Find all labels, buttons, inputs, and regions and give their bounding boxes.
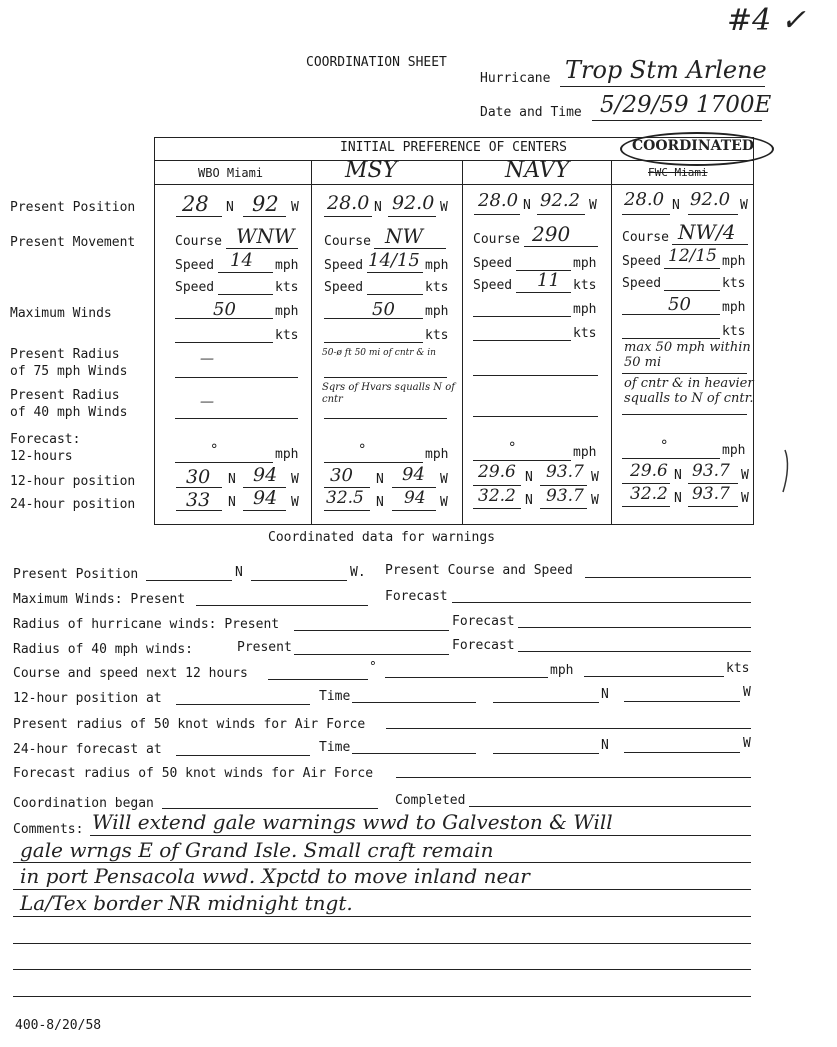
c3-pos-n: 28.0	[478, 190, 519, 211]
lower-present-position: Present Position	[13, 567, 139, 582]
table-header: INITIAL PREFERENCE OF CENTERS	[340, 140, 567, 155]
c4-p12-w-unit: W	[741, 468, 749, 483]
margin-mark	[775, 448, 795, 498]
c2-p12-w: 94	[402, 464, 425, 485]
c4-speed-mph: 12/15	[668, 246, 717, 266]
c2-n-unit: N	[374, 200, 382, 215]
c2-p12-n: 30	[330, 465, 353, 486]
c1-r40: —	[200, 394, 214, 410]
c3-p24-w: 93.7	[546, 486, 584, 506]
c4-p12-n-unit: N	[674, 468, 682, 483]
col-header-navy: NAVY	[505, 158, 570, 183]
comment-line-2: gale wrngs E of Grand Isle. Small craft remain	[20, 838, 494, 862]
c2-fc-mph-unit: mph	[425, 447, 449, 462]
label-present-movement: Present Movement	[10, 235, 136, 250]
c2-p24-w: 94	[404, 488, 426, 508]
form-title: COORDINATION SHEET	[306, 55, 447, 70]
c3-w-unit: W	[589, 198, 597, 213]
c4-max-mph: 50	[668, 294, 691, 315]
lower-mph: mph	[550, 663, 574, 678]
c4-p24-w: 93.7	[692, 484, 730, 504]
c3-pos-w: 92.2	[540, 190, 581, 211]
c4-w-unit: W	[740, 198, 748, 213]
c4-pos-w: 92.0	[690, 189, 731, 210]
c2-pos-n: 28.0	[327, 192, 370, 214]
c3-max-kts-unit: kts	[573, 326, 597, 341]
lower-max-winds-present: Maximum Winds: Present	[13, 592, 186, 607]
lower-radius50-af: Present radius of 50 knot winds for Air Force	[13, 717, 366, 732]
c4-p24-n-unit: N	[674, 491, 682, 506]
c2-p24-w-unit: W	[440, 495, 448, 510]
comment-line-4: La/Tex border NR midnight tngt.	[20, 891, 353, 915]
label-12-hour-position: 12-hour position	[10, 474, 136, 489]
c4-course-label: Course	[622, 230, 669, 245]
col-header-fwc: FWC Miami	[648, 166, 708, 179]
lower-radius-40-present: Present	[237, 640, 292, 655]
lower-pos12-n: N	[601, 687, 609, 702]
c2-r40: Sqrs of Hvars squalls N of cntr	[322, 382, 455, 405]
c3-max-mph-unit: mph	[573, 302, 597, 317]
label-radius75-a: Present Radius	[10, 347, 120, 362]
lower-pos12-w: W	[743, 685, 751, 700]
c4-p24-w-unit: W	[741, 491, 749, 506]
c3-speed-label-2: Speed	[473, 278, 513, 293]
c2-course-label: Course	[324, 234, 371, 249]
c4-p24-n: 32.2	[630, 484, 668, 504]
hurricane-value: Trop Stm Arlene	[565, 56, 767, 84]
c1-fc-mph-unit: mph	[275, 447, 299, 462]
datetime-value: 5/29/59 1700E	[600, 92, 772, 118]
c1-p24-w-unit: W	[291, 495, 299, 510]
c3-fc-mph-unit: mph	[573, 445, 597, 460]
c3-mph-unit: mph	[573, 256, 597, 271]
c3-p12-n-unit: N	[525, 470, 533, 485]
lower-radius-hurricane: Radius of hurricane winds: Present	[13, 617, 280, 632]
label-present-position: Present Position	[10, 200, 136, 215]
datetime-label: Date and Time	[480, 105, 582, 120]
comment-line-1: Will extend gale warnings wwd to Galveston & Will	[92, 810, 613, 834]
c1-p24-n: 33	[186, 489, 211, 511]
lower-present-course-speed: Present Course and Speed	[385, 563, 573, 578]
col-header-msy: MSY	[345, 158, 398, 183]
label-radius75-b: of 75 mph Winds	[10, 364, 128, 379]
c2-r75: 50-ø ft 50 mi of cntr & in	[322, 348, 436, 358]
lower-forecast24-time: Time	[319, 740, 351, 755]
c4-r75: max 50 mph within 50 mi	[624, 340, 751, 370]
c1-course: WNW	[236, 224, 295, 248]
c2-max-kts-unit: kts	[425, 328, 449, 343]
c1-p24-n-unit: N	[228, 495, 236, 510]
c3-deg: °	[508, 440, 517, 456]
lower-forecast24-n: N	[601, 738, 609, 753]
c4-kts-unit: kts	[722, 276, 746, 291]
c1-p12-n-unit: N	[228, 472, 236, 487]
lower-pos12-at: 12-hour position at	[13, 691, 162, 706]
lower-comments-label: Comments:	[13, 822, 84, 837]
c4-n-unit: N	[672, 198, 680, 213]
c4-pos-n: 28.0	[624, 189, 665, 210]
form-number: 400-8/20/58	[15, 1018, 102, 1033]
c2-p12-w-unit: W	[440, 472, 448, 487]
coordinated-stamp: COORDINATED	[632, 138, 754, 154]
lower-coordination-began: Coordination began	[13, 796, 154, 811]
c3-kts-unit: kts	[573, 278, 597, 293]
c1-pos-w: 92	[252, 192, 279, 216]
c4-speed-label: Speed	[622, 254, 662, 269]
lower-n: N	[235, 565, 243, 580]
lower-forecast24-w: W	[743, 736, 751, 751]
lower-radius-40: Radius of 40 mph winds:	[13, 642, 194, 657]
c1-mph-unit: mph	[275, 258, 299, 273]
lower-radius-40-forecast: Forecast	[452, 638, 515, 653]
c4-r40: of cntr & in heavier squalls to N of cntr.	[624, 376, 754, 406]
c3-speed-kts: 11	[537, 270, 560, 291]
c3-p24-w-unit: W	[591, 493, 599, 508]
c1-p24-w: 94	[253, 487, 278, 509]
c4-course: NW/4	[678, 220, 736, 244]
c1-speed-label: Speed	[175, 258, 215, 273]
label-radius40-a: Present Radius	[10, 388, 120, 403]
c2-deg: °	[358, 442, 367, 458]
lower-completed: Completed	[395, 793, 466, 808]
c1-n-unit: N	[226, 200, 234, 215]
c4-deg: °	[660, 438, 669, 454]
c2-w-unit: W	[440, 200, 448, 215]
c1-max-mph-unit: mph	[275, 304, 299, 319]
c1-deg: °	[210, 442, 219, 458]
c2-p24-n-unit: N	[376, 495, 384, 510]
label-radius40-b: of 40 mph Winds	[10, 405, 128, 420]
c1-r75: —	[200, 351, 214, 367]
c2-max-mph: 50	[372, 299, 395, 320]
c3-p12-w: 93.7	[546, 462, 584, 482]
lower-pos12-time: Time	[319, 689, 351, 704]
c1-w-unit: W	[291, 200, 299, 215]
c3-p12-w-unit: W	[591, 470, 599, 485]
c1-course-label: Course	[175, 234, 222, 249]
c1-speed-mph: 14	[230, 250, 253, 271]
c2-mph-unit: mph	[425, 258, 449, 273]
coordinated-caption: Coordinated data for warnings	[268, 530, 495, 545]
lower-deg: °	[369, 660, 377, 675]
lower-forecast24-at: 24-hour forecast at	[13, 742, 162, 757]
c3-course-label: Course	[473, 232, 520, 247]
c4-mph-unit: mph	[722, 254, 746, 269]
c1-max-mph: 50	[213, 299, 236, 320]
c2-pos-w: 92.0	[392, 192, 435, 214]
c3-course: 290	[532, 222, 571, 246]
c1-p12-w: 94	[253, 464, 278, 486]
c1-pos-n: 28	[182, 192, 209, 216]
c1-p12-w-unit: W	[291, 472, 299, 487]
c2-p24-n: 32.5	[326, 488, 364, 508]
c3-p24-n: 32.2	[478, 486, 516, 506]
label-maximum-winds: Maximum Winds	[10, 306, 112, 321]
page-mark: #4 ✓	[727, 3, 806, 38]
c4-p12-n: 29.6	[630, 461, 668, 481]
c2-speed-label-2: Speed	[324, 280, 364, 295]
lower-max-winds-forecast: Forecast	[385, 589, 448, 604]
c2-course: NW	[385, 224, 424, 248]
col-header-wbo: WBO Miami	[198, 166, 264, 180]
c4-speed-label-2: Speed	[622, 276, 662, 291]
label-12-hours: 12-hours	[10, 449, 73, 464]
c1-max-kts-unit: kts	[275, 328, 299, 343]
c4-max-mph-unit: mph	[722, 300, 746, 315]
c4-p12-w: 93.7	[692, 461, 730, 481]
c2-speed-mph: 14/15	[368, 250, 420, 271]
c2-speed-label: Speed	[324, 258, 364, 273]
c1-kts-unit: kts	[275, 280, 299, 295]
comment-line-3: in port Pensacola wwd. Xpctd to move inland near	[20, 864, 530, 888]
c4-fc-mph-unit: mph	[722, 443, 746, 458]
c2-p12-n-unit: N	[376, 472, 384, 487]
hurricane-label: Hurricane	[480, 71, 551, 86]
lower-course-speed-12: Course and speed next 12 hours	[13, 666, 248, 681]
c3-n-unit: N	[523, 198, 531, 213]
lower-forecast-radius50-af: Forecast radius of 50 knot winds for Air Force	[13, 766, 374, 781]
lower-radius-hurricane-forecast: Forecast	[452, 614, 515, 629]
c3-speed-label: Speed	[473, 256, 513, 271]
label-forecast: Forecast:	[10, 432, 81, 447]
c3-p24-n-unit: N	[525, 493, 533, 508]
c1-p12-n: 30	[186, 466, 211, 488]
label-24-hour-position: 24-hour position	[10, 497, 136, 512]
lower-kts: kts	[726, 661, 750, 676]
c2-kts-unit: kts	[425, 280, 449, 295]
lower-w: W.	[350, 565, 366, 580]
c1-speed-label-2: Speed	[175, 280, 215, 295]
c3-p12-n: 29.6	[478, 462, 516, 482]
c4-max-kts-unit: kts	[722, 324, 746, 339]
c2-max-mph-unit: mph	[425, 304, 449, 319]
